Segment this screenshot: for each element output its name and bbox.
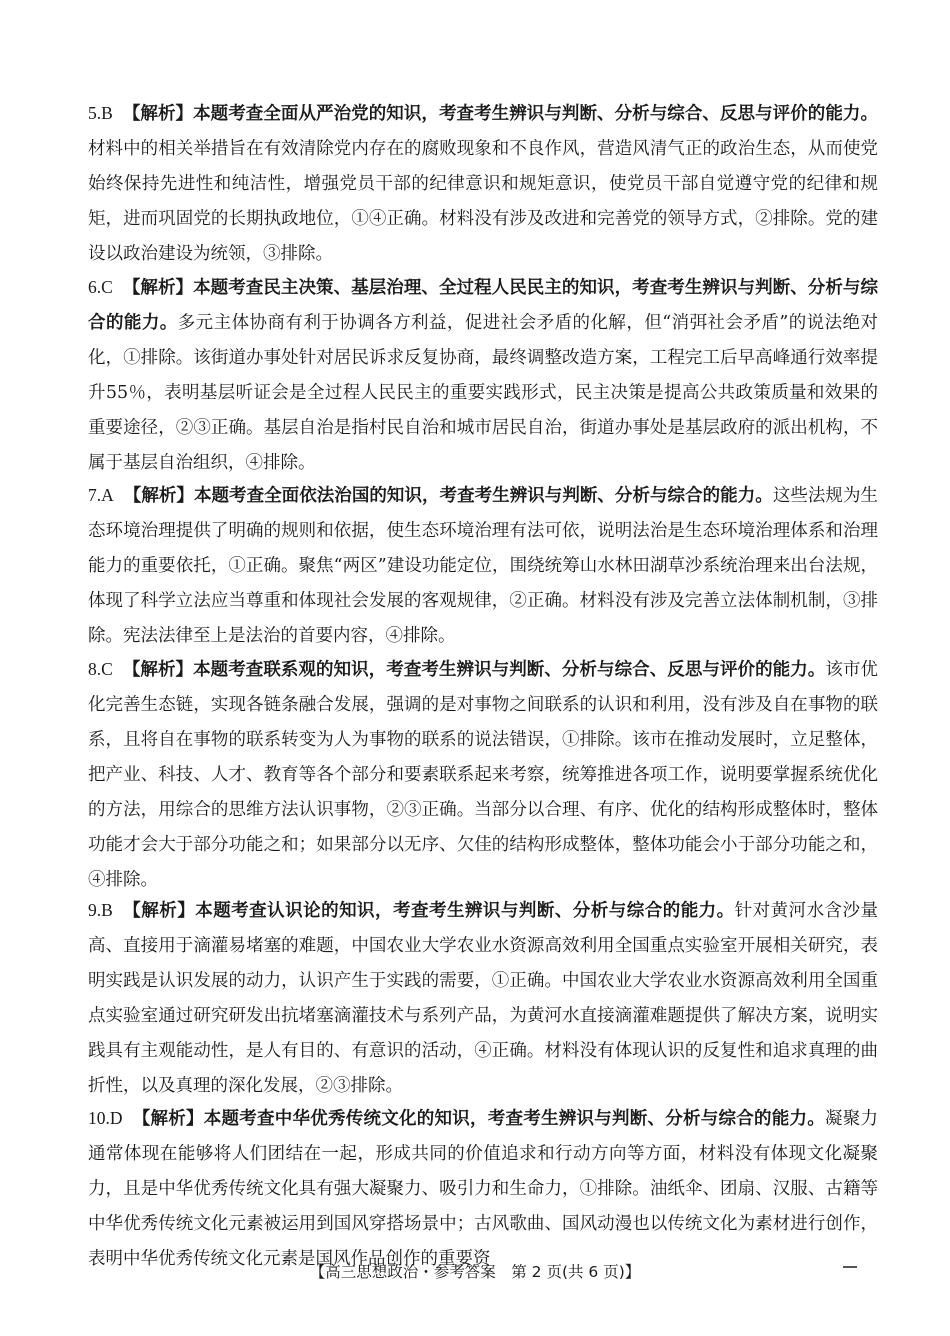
analysis-tag: 【解析】 bbox=[132, 1109, 204, 1129]
answer-heading: 本题考查全面依法治国的知识，考查考生辨识与判断、分析与综合的能力。 bbox=[193, 486, 773, 506]
answer-item-7 bbox=[88, 478, 878, 654]
corner-mark bbox=[843, 1266, 857, 1268]
answer-number: 7.A bbox=[88, 485, 114, 505]
answer-heading: 本题考查全面从严治党的知识，考查考生辨识与判断、分析与综合、反思与评价的能力。 bbox=[193, 104, 878, 124]
answer-body: 针对黄河水含沙量高、直接用于滴灌易堵塞的难题，中国农业大学农业水资源高效利用全国重点实验室开展相关研究，表明实践是认识发展的动力，认识产生于实践的需要，①正确。中国农业大学农业水资源高效利用全国重点实验室通过研究研发出抗堵塞滴灌技术与系列产品，为黄河水直接滴灌难题提供了解决方案，说明实践具有主观能动性，是人有目的、有意识的活动，④正确。材料没有体现认识的反复性和追求真理的曲折性，以及真理的深化发展，②③排除。 bbox=[88, 901, 879, 1096]
answer-number: 9.B bbox=[88, 900, 113, 920]
answer-heading: 本题考查联系观的知识，考查考生辨识与判断、分析与综合、反思与评价的能力。 bbox=[193, 660, 826, 680]
answer-item-6 bbox=[88, 270, 878, 481]
answer-number: 8.C bbox=[88, 659, 113, 679]
answer-heading: 本题考查民主决策、基层治理、全过程人民民主的知识，考查考生辨识与判断、分析与综合的能力。 bbox=[88, 278, 878, 333]
answer-heading: 本题考查认识论的知识，考查考生辨识与判断、分析与综合的能力。 bbox=[195, 901, 735, 921]
answer-body: 材料中的相关举措旨在有效清除党内存在的腐败现象和不良作风，营造风清气正的政治生态，从而使党始终保持先进性和纯洁性，增强党员干部的纪律意识和规矩意识，使党员干部自觉遵守党的纪律和规矩，进而巩固党的长期执政地位，①④正确。材料没有涉及改进和完善党的领导方式，②排除。党的建设以政治建设为统领，③排除。 bbox=[88, 139, 878, 264]
answer-item-10 bbox=[88, 1101, 878, 1277]
answer-number: 6.C bbox=[88, 277, 113, 297]
answer-body: 这些法规为生态环境治理提供了明确的规则和依据，使生态环境治理有法可依，说明法治是生态环境治理体系和治理能力的重要依托，①正确。聚焦“两区”建设功能定位，围绕统筹山水林田湖草沙系统治理来出台法规，体现了科学立法应当尊重和体现社会发展的客观规律，②正确。材料没有涉及完善立法体制机制，③排除。宪法法律至上是法治的首要内容，④排除。 bbox=[88, 486, 879, 646]
answer-item-8 bbox=[88, 652, 878, 898]
answer-body: 凝聚力通常体现在能够将人们团结在一起，形成共同的价值追求和行动方向等方面，材料没有体现文化凝聚力，且是中华优秀传统文化具有强大凝聚力、吸引力和生命力，①排除。油纸伞、团扇、汉服、古籍等中华优秀传统文化元素被运用到国风穿搭场景中；古风歌曲、国风动漫也以传统文化为素材进行创作，表明中华优秀传统文化元素是国风作品创作的重要资 bbox=[88, 1109, 878, 1269]
answer-body: 该市优化完善生态链，实现各链条融合发展，强调的是对事物之间联系的认识和利用，没有涉及自在事物的联系，且将自在事物的联系转变为人为事物的联系的说法错误，①排除。该市在推动发展时，立足整体，把产业、科技、人才、教育等各个部分和要素联系起来考察，统筹推进各项工作，说明要掌握系统优化的方法，用综合的思维方法认识事物，②③正确。当部分以合理、有序、优化的结构形成整体时，整体功能才会大于部分功能之和；如果部分以无序、欠佳的结构形成整体，整体功能会小于部分功能之和，④排除。 bbox=[88, 660, 878, 890]
analysis-tag: 【解析】 bbox=[123, 486, 194, 506]
answer-body: 多元主体协商有利于协调各方利益，促进社会矛盾的化解，但“消弭社会矛盾”的说法绝对化，①排除。该街道办事处针对居民诉求反复协商，最终调整改造方案，工程完工后早高峰通行效率提升55％，表明基层听证会是全过程人民民主的重要实践形式，民主决策是提高公共政策质量和效果的重要途径，②③正确。基层自治是指村民自治和城市居民自治，街道办事处是基层政府的派出机构，不属于基层自治组织，④排除。 bbox=[88, 313, 879, 473]
analysis-tag: 【解析】 bbox=[122, 660, 194, 680]
analysis-tag: 【解析】 bbox=[122, 901, 196, 921]
answer-item-5 bbox=[88, 96, 878, 272]
answer-number: 10.D bbox=[88, 1108, 123, 1128]
page-footer: 【高三思想政治・参考答案 第 2 页(共 6 页)】 bbox=[309, 1263, 641, 1281]
answer-number: 5.B bbox=[88, 103, 113, 123]
answer-heading: 本题考查中华优秀传统文化的知识，考查考生辨识与判断、分析与综合的能力。 bbox=[203, 1109, 825, 1129]
answer-item-9 bbox=[88, 893, 878, 1104]
analysis-tag: 【解析】 bbox=[122, 278, 194, 298]
analysis-tag: 【解析】 bbox=[122, 104, 194, 124]
